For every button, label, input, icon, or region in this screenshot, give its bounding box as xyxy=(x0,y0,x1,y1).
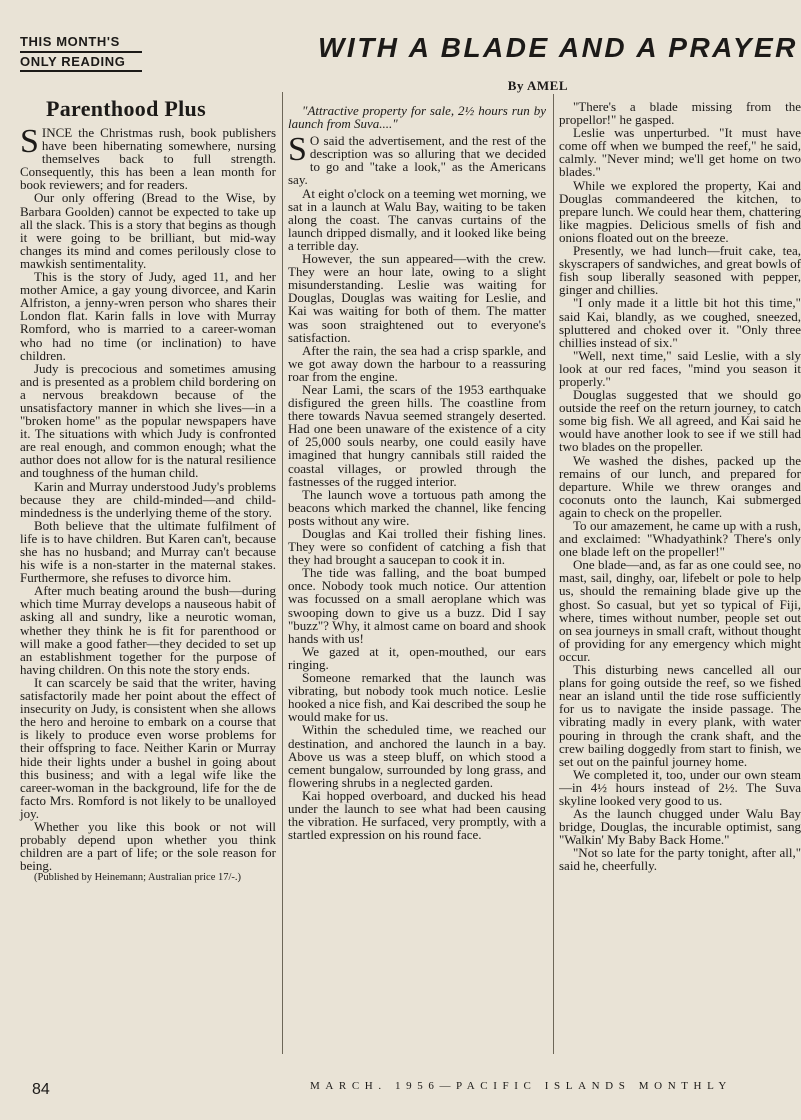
article-paragraph-15: While we explored the property, Kai and Douglas commandeered the kitchen, to prepare lunch. We could hear them, chattering like magpies. Delicious smells of fish and onions floated out on the breeze. xyxy=(559,177,801,245)
kicker-line-1: THIS MONTH'S xyxy=(20,34,142,53)
article-paragraph-16: Presently, we had lunch—fruit cake, tea, skyscrapers of sandwiches, and great bowls of fish soup liberally seasoned with pepper, ginger and chillies. xyxy=(559,243,801,298)
page-footer xyxy=(20,1073,801,1107)
review-paragraph-9: Whether you like this book or not will probably depend upon whether you think children are a part of life; or the sole reason for being. xyxy=(20,818,276,874)
article-paragraph-24: We completed it, too, under our own steam—in 4½ hours instead of 2½. The Suva skyline looked very good to us. xyxy=(559,766,801,808)
article-paragraph-12: Kai hopped overboard, and ducked his head under the launch to see what had been causing the vibration. He surfaced, very promptly, with a startled expression on his round face. xyxy=(288,787,546,843)
publisher-note: (Published by Heinemann; Australian price 17/-.) xyxy=(34,872,242,884)
article-paragraph-23: This disturbing news cancelled all our plans for going outside the reef, so we fished near an island until the tide rose sufficiently for us to navigate the inside passage. The vibrating madly in every plank, with water pouring in through the crank shaft, and the crew bailing doggedly from start to finish, we set out on the painful journey home. xyxy=(559,662,801,769)
review-paragraph-8: It can scarcely be said that the writer, having satisfactorily made her point about the effect of insecurity on Judy, is consistent when she allows the hero and heroine to embark on a course that is likely to produce even worse problems for their offspring to face. Neither Karin or Murray hide their lights under a bushel in going about this business; and with a legal wife like the career-woman in the background, life for the de facto Mrs. Romford is not likely to be unalloyed joy. xyxy=(20,674,276,821)
article-paragraph-22: One blade—and, as far as one could see, no mast, sail, dinghy, oar, lifebelt or pole to help us, should the remaining blade give up the ghost. So casual, but yet so typical of Fiji, where, times without number, people set out on sea journeys in small craft, without thought of providing for any emergency which might occur. xyxy=(559,557,801,664)
article-column-1 xyxy=(288,104,546,841)
article-column-2 xyxy=(559,100,801,1062)
review-paragraph-2: Our only offering (Bread to the Wise, by Barbara Goolden) cannot be expected to take up all the slack. This is a story that begins as though it were going to be brilliant, but mid-way changes its mind and comes perilously close to mawkish sentimentality. xyxy=(20,190,276,271)
review-paragraph-7: After much beating around the bush—during which time Murray develops a nauseous habit of asking all and sundry, like a neurotic woman, whether they think he is fit for parenthood or will make a good father—they decided to set up an establishment together for the purpose of having children. On this note the story ends. xyxy=(20,583,276,677)
article-paragraph-13: "There's a blade missing from the propellor!" he gasped. xyxy=(559,100,801,128)
review-paragraph-4: Judy is precocious and sometimes amusing and is presented as a problem child bordering on a nervous breakdown because of the unsatisfactory manner in which she lives—in a "broken home" as the popular newspapers have it. The situations with which Judy is confronted are real enough, and common enough; what the author does not allow for is the natural resilience and toughness of the human child. xyxy=(20,360,276,481)
review-heading: Parenthood Plus xyxy=(46,96,206,121)
article-paragraph-18: "Well, next time," said Leslie, with a sly look at our red faces, "mind you season it properly." xyxy=(559,347,801,389)
review-paragraph-3: This is the story of Judy, aged 11, and her mother Amice, a gay young divorcee, and Karin Alfriston, a jenny-wren person who shares their London flat. Karin falls in love with Murray Romford, who is married to a career-woman who had no time (or inclination) to have children. xyxy=(20,269,276,363)
article-paragraph-1: S O said the advertisement, and the rest of the description was so alluring that we decided to go and "take a look," as the Americans say. xyxy=(288,131,546,188)
review-column xyxy=(20,96,276,884)
article-paragraph-2: At eight o'clock on a teeming wet morning, we sat in a launch at Walu Bay, waiting to be taken along the coast. The canvas curtains of the launch dripped dismally, and it looked like being a terrible day. xyxy=(288,185,546,253)
article-paragraph-7: Douglas and Kai trolled their fishing lines. They were so confident of catching a fish that they had brought a saucepan to cook it in. xyxy=(288,526,546,568)
article-paragraph-17: "I only made it a little bit hot this time," said Kai, blandly, as we coughed, sneezed, spluttered and choked over it. "Only three chillies instead of six." xyxy=(559,295,801,350)
article-paragraph-9: We gazed at it, open-mouthed, our ears ringing. xyxy=(288,643,546,672)
byline: By AMEL xyxy=(507,78,568,93)
review-paragraph-5: Karin and Murray understood Judy's problems because they are child-minded—and child-mindedness is the underlying theme of the story. xyxy=(20,478,276,520)
article-paragraph-19: Douglas suggested that we should go outside the reef on the return journey, to catch some big fish. We all agreed, and Kai said he would have another look to see if we still had two blades on the propeller. xyxy=(559,387,801,455)
article-paragraph-6: The launch wove a tortuous path among the beacons which marked the channel, like fencing posts without any wire. xyxy=(288,486,546,528)
article-paragraph-21: To our amazement, he came up with a rush, and exclaimed: "Whadyathink? There's only one blade left on the propeller!" xyxy=(559,518,801,560)
column-divider-1 xyxy=(282,92,283,1054)
footer-month: MARCH xyxy=(310,1080,379,1092)
footer-publication: 1956—PACIFIC ISLANDS MONTHLY xyxy=(395,1080,732,1092)
article-paragraph-20: We washed the dishes, packed up the remains of our lunch, and prepared for departure. While we threw oranges and coconuts onto the launch, Kai submerged again to check on the propeller. xyxy=(559,452,801,520)
section-kicker xyxy=(20,34,142,68)
review-paragraph-1: SINCE the Christmas rush, book publishers have been hibernating somewhere, nursing themselves back to full strength. Consequently, this has been a lean month for book reviewers; and for readers. xyxy=(20,123,276,193)
article-paragraph-14: Leslie was unperturbed. "It must have come off when we bumped the reef," he said, calmly. "Never mind; we'll get home on two blades." xyxy=(559,125,801,180)
article-paragraph-4: After the rain, the sea had a crisp sparkle, and we got away down the harbour to a reassuring roar from the engine. xyxy=(288,342,546,384)
review-paragraph-6: Both believe that the ultimate fulfilment of life is to have children. But Karen can't, because she has no husband; and Murray can't because his wife is a non-starter in the maternal stakes. Furthermore, she refuses to divorce him. xyxy=(20,517,276,586)
kicker-line-2: ONLY READING xyxy=(20,53,142,72)
review-dropcap: S xyxy=(20,123,39,160)
article-paragraph-26: "Not so late for the party tonight, after all," said he, cheerfully. xyxy=(559,845,801,874)
footer-issue: MARCH. 1956—PACIFIC ISLANDS MONTHLY xyxy=(310,1080,732,1092)
article-paragraph-10: Someone remarked that the launch was vibrating, but nobody took much notice. Leslie hooked a nice fish, and Kai described the soup he would make for us. xyxy=(288,670,546,725)
article-epigraph: "Attractive property for sale, 2½ hours run by launch from Suva...." xyxy=(288,103,546,132)
page-number: 84 xyxy=(32,1081,50,1098)
article-dropcap: S xyxy=(288,131,307,169)
article-paragraph-5: Near Lami, the scars of the 1953 earthquake disfigured the green hills. The coastline from there towards Navua seemed strangely deserted. Had one been unaware of the existence of a city of 25,000 souls nearby, one could easily have imagined that hungry cannibals still raided the coastal villages, or prowled through the fastnesses of the rugged interior. xyxy=(288,381,546,489)
article-paragraph-11: Within the scheduled time, we reached our destination, and anchored the launch in a bay. Above us was a steep bluff, on which stood a cement bungalow, surrounded by long grass, and flowering shrubs in a neglected garden. xyxy=(288,722,546,790)
article-paragraph-25: As the launch chugged under Walu Bay bridge, Douglas, the incurable optimist, sang "Walkin' My Baby Back Home." xyxy=(559,806,801,848)
article-paragraph-8: The tide was falling, and the boat bumped once. Nobody took much notice. Our attention was focussed on a small aeroplane which was swooping down to give us a buzz. Did I say "buzz"? Why, it almost came on board and shook hands with us! xyxy=(288,565,546,646)
article-title: WITH A BLADE AND A PRAYER xyxy=(318,32,798,63)
column-divider-2 xyxy=(553,94,554,1054)
article-paragraph-3: However, the sun appeared—with the crew. They were an hour late, owing to a slight misunderstanding. Leslie was waiting for Douglas, Douglas was waiting for Leslie, and Kai was waiting for both of them. The matter was soon straightened out to everyone's satisfaction. xyxy=(288,251,546,345)
